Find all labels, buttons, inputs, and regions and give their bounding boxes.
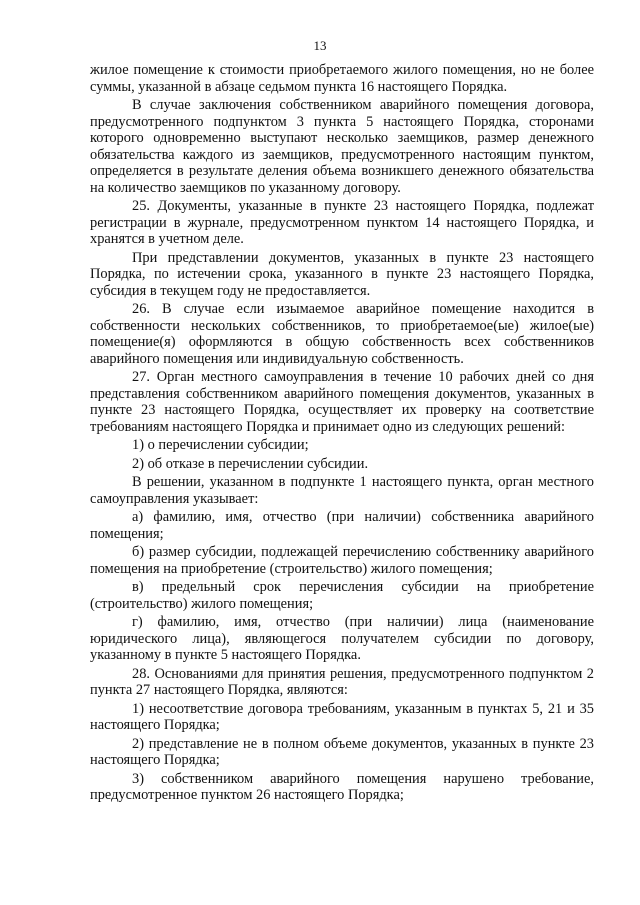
list-item-v: в) предельный срок перечисления субсидии на приобретение (строительство) жилого помещения; (90, 579, 594, 612)
paragraph-decision-contents: В решении, указанном в подпункте 1 настоящего пункта, орган местного самоуправления указывает: (90, 474, 594, 507)
paragraph-item-27: 27. Орган местного самоуправления в течение 10 рабочих дней со дня представления собственником аварийного помещения документов, указанных в пункте 23 настоящего Порядка, осуществляет их проверку на соответствие требованиям настоящего Порядка и принимает одно из следующих решений: (90, 369, 594, 435)
list-item-27-2: 2) об отказе в перечислении субсидии. (132, 455, 369, 472)
list-item-28-1: 1) несоответствие договора требованиям, указанным в пунктах 5, 21 и 35 настоящего Порядка; (90, 700, 594, 733)
page-number: 13 (313, 38, 327, 53)
paragraph-borrowers: В случае заключения собственником аварийного помещения договора, предусмотренного подпунктом 3 пункта 5 настоящего Порядка, сторонами которого одновременно выступают несколько заемщиков, размер денежного обязательства каждого из заемщиков, предусмотренного настоящим пунктом, определяется в результате деления объема возникшего денежного обязательства на количество заемщиков по указанному договору. (90, 97, 594, 196)
paragraph-continuation: жилое помещение к стоимости приобретаемого жилого помещения, но не более суммы, указанной в абзаце седьмом пункта 16 настоящего Порядка. (90, 62, 594, 95)
list-item-28-2: 2) представление не в полном объеме документов, указанных в пункте 23 настоящего Порядка; (90, 735, 594, 768)
list-item-g: г) фамилию, имя, отчество (при наличии) лица (наименование юридического лица), являющегося получателем субсидии по договору, указанному в пункте 5 настоящего Порядка. (90, 614, 594, 663)
paragraph-late-submission: При представлении документов, указанных в пункте 23 настоящего Порядка, по истечении срока, указанного в пункте 23 настоящего Порядка, субсидия в текущем году не предоставляется. (90, 249, 594, 299)
list-item-b: б) размер субсидии, подлежащей перечислению собственнику аварийного помещения на приобретение (строительство) жилого помещения; (90, 544, 594, 577)
list-item-28-3: 3) собственником аварийного помещения нарушено требование, предусмотренное пунктом 26 настоящего Порядка; (90, 770, 594, 803)
paragraph-item-25: 25. Документы, указанные в пункте 23 настоящего Порядка, подлежат регистрации в журнале, предусмотренном пунктом 14 настоящего Порядка, и хранятся в учетном деле. (90, 198, 594, 247)
list-item-a: а) фамилию, имя, отчество (при наличии) собственника аварийного помещения; (90, 509, 594, 542)
paragraph-item-28: 28. Основаниями для принятия решения, предусмотренного подпунктом 2 пункта 27 настоящего Порядка, являются: (90, 665, 594, 698)
paragraph-item-26: 26. В случае если изымаемое аварийное помещение находится в собственности нескольких собственников, то приобретаемое(ые) жилое(ые) помещение(я) оформляются в общую собственность всех собственников аварийного помещения или индивидуальную собственность. (90, 301, 594, 367)
document-body (90, 62, 594, 806)
list-item-27-1: 1) о перечислении субсидии; (132, 437, 309, 453)
